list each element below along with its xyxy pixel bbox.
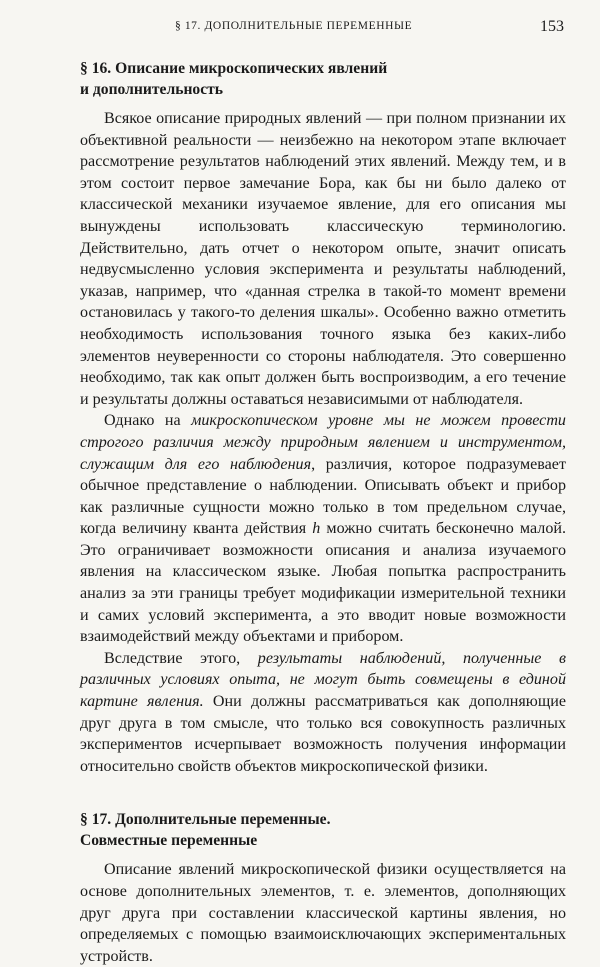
page-body [80, 58, 566, 967]
planck-constant-symbol: h [312, 520, 321, 538]
emphasized-text: микроскопическом уровне мы не можем провести строгого различия между природным явлением и инструментом, служащим для его наблюдения [80, 412, 566, 473]
paragraph-text: Они должны рассматриваться как дополняющие друг друга в том смысле, что только вся совокупность различных экспериментов исчерпывает возможность получения информации относительно свойств объектов микроскопической физики. [80, 693, 566, 775]
section-17-title-line-2: Совместные переменные [80, 832, 258, 850]
emphasized-text: результаты наблюдений, полученные в различных условиях опыта, не могут быть совмещены в единой картине явления. [80, 649, 566, 711]
section-17-heading [80, 809, 566, 851]
section-16-title-line-1: § 16. Описание микроскопических явлений [80, 60, 388, 77]
section-17-paragraph-1: Описание явлений микроскопической физики осуществляется на основе дополнительных элементов, т. е. элементов, дополняющих друг друга при составлении классической картины явления, но определяемых с помощью взаимоисключающих экспериментальных устройств. [80, 861, 566, 965]
paragraph-text: Вследствие этого, [104, 649, 258, 667]
paragraph-text: , различия, которое подразумевает обычное представление о наблюдении. Описывать объект и прибор как различные сущности можно только в том предельном случае, когда величину кванта действия [80, 455, 566, 538]
paragraph-text: можно считать бесконечно малой. Это ограничивает возможности описания и анализа изучаемого явления на классическом языке. Любая попытка распространить анализ за эти границы требует модификации измерительной техники и самих условий эксперимента, а это вводит новые возможности взаимодействий между объектами и прибором. [80, 520, 566, 646]
running-head: § 17. ДОПОЛНИТЕЛЬНЫЕ ПЕРЕМЕННЫЕ [175, 20, 413, 32]
section-16-heading [80, 58, 566, 100]
section-16-paragraph-1: Всякое описание природных явлений — при полном признании их объективной реальности — неизбежно на некотором этапе включает рассмотрение результатов наблюдений этих явлений. Между тем, и в этом состоит первое замечание Бора, как бы ни было далеко от классической механики изучаемое явление, для его описания мы вынуждены использовать классическую терминологию. Действительно, дать отчет о некотором опыте, значит описать недвусмысленно условия эксперимента и результаты наблюдений, указав, например, что «данная стрелка в такой-то момент времени остановилась у такого-то деления шкалы». Особенно важно отметить необходимость использования точного языка без каких-либо элементов неуверенности со стороны наблюдателя. Это совершенно необходимо, так как опыт должен быть воспроизводим, а его течение и результаты должны оставаться независимыми от наблюдателя. [80, 110, 566, 408]
section-16-title-line-2: и дополнительность [80, 81, 224, 98]
page-number: 153 [540, 18, 564, 35]
section-16-paragraph-2 [80, 410, 566, 648]
section-separator [80, 777, 566, 809]
section-17-title-line-1: § 17. Дополнительные переменные. [80, 811, 331, 829]
page-header [0, 16, 600, 40]
section-16-paragraph-3 [80, 648, 566, 778]
paragraph-text: Однако на [104, 412, 192, 430]
